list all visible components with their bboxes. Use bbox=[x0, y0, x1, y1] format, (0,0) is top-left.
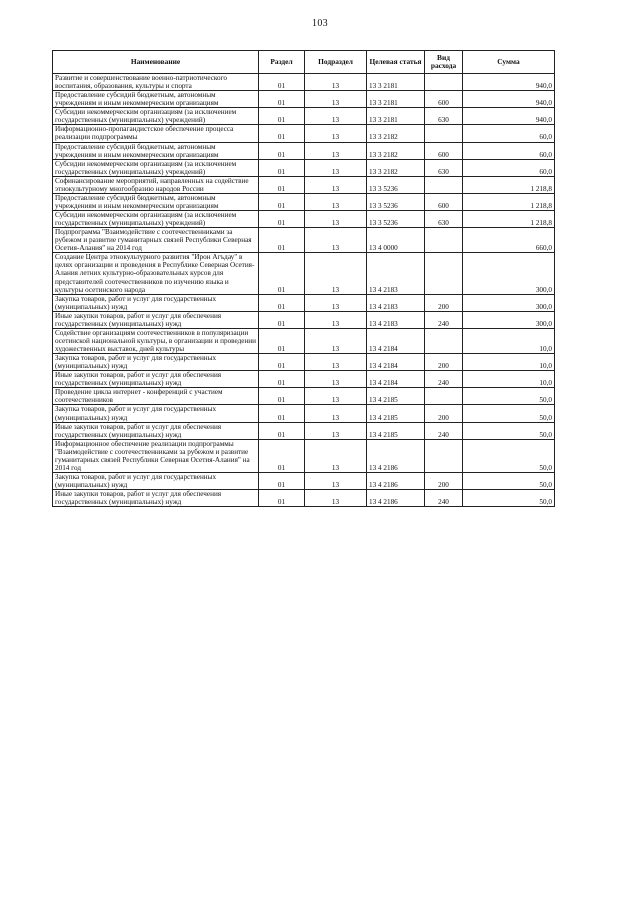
name-cell: Софинансирование мероприятий, направленных на содействие этнокультурному многообразию народов России bbox=[53, 176, 259, 193]
name-cell: Закупка товаров, работ и услуг для государственных (муниципальных) нужд bbox=[53, 472, 259, 489]
vid-cell: 200 bbox=[425, 354, 463, 371]
vid-cell: 630 bbox=[425, 108, 463, 125]
name-cell: Проведение цикла интернет - конференций с участием соотечественников bbox=[53, 388, 259, 405]
name-cell: Предоставление субсидий бюджетным, автономным учреждениям и иным некоммерческим организациям bbox=[53, 142, 259, 159]
name-cell: Субсидии некоммерческим организациям (за исключением государственных (муниципальных) учреждений) bbox=[53, 108, 259, 125]
vid-cell bbox=[425, 439, 463, 472]
razdel-cell: 01 bbox=[259, 371, 305, 388]
razdel-cell: 01 bbox=[259, 74, 305, 91]
razdel-cell: 01 bbox=[259, 125, 305, 142]
name-cell: Иные закупки товаров, работ и услуг для обеспечения государственных (муниципальных) нужд bbox=[53, 311, 259, 328]
summa-cell: 1 218,8 bbox=[463, 193, 555, 210]
name-cell: Предоставление субсидий бюджетным, автономным учреждениям и иным некоммерческим организациям bbox=[53, 91, 259, 108]
statya-cell: 13 4 2183 bbox=[367, 311, 425, 328]
name-cell: Подпрограмма "Взаимодействие с соотечественниками за рубежом и развитие гуманитарных связей Республики Северная Осетия-Алания" на 2014 год bbox=[53, 228, 259, 253]
statya-cell: 13 3 5236 bbox=[367, 211, 425, 228]
vid-cell: 600 bbox=[425, 91, 463, 108]
summa-cell: 60,0 bbox=[463, 159, 555, 176]
name-cell: Информационное обеспечение реализации подпрограммы "Взаимодействие с соотечественниками за рубежом и развитие гуманитарных связей Республики Северная Осетия-Алания" на 2014 год bbox=[53, 439, 259, 472]
name-cell: Развитие и совершенствование военно-патриотического воспитания, образования, культуры и спорта bbox=[53, 74, 259, 91]
statya-cell: 13 3 2182 bbox=[367, 125, 425, 142]
table-row bbox=[53, 142, 555, 159]
razdel-cell: 01 bbox=[259, 328, 305, 353]
table-row bbox=[53, 108, 555, 125]
vid-cell: 200 bbox=[425, 472, 463, 489]
summa-cell: 1 218,8 bbox=[463, 176, 555, 193]
table-row bbox=[53, 328, 555, 353]
razdel-cell: 01 bbox=[259, 228, 305, 253]
razdel-cell: 01 bbox=[259, 354, 305, 371]
table-row bbox=[53, 472, 555, 489]
razdel-cell: 01 bbox=[259, 311, 305, 328]
table-header bbox=[53, 51, 555, 74]
statya-cell: 13 4 2186 bbox=[367, 439, 425, 472]
statya-cell: 13 3 2182 bbox=[367, 159, 425, 176]
summa-cell: 940,0 bbox=[463, 108, 555, 125]
vid-cell: 240 bbox=[425, 311, 463, 328]
podrazdel-cell: 13 bbox=[305, 253, 367, 294]
vid-cell: 630 bbox=[425, 159, 463, 176]
razdel-cell: 01 bbox=[259, 253, 305, 294]
table-row bbox=[53, 388, 555, 405]
podrazdel-cell: 13 bbox=[305, 228, 367, 253]
header-podrazdel: Подраздел bbox=[305, 51, 367, 74]
podrazdel-cell: 13 bbox=[305, 388, 367, 405]
statya-cell: 13 4 2184 bbox=[367, 371, 425, 388]
name-cell: Субсидии некоммерческим организациям (за исключением государственных (муниципальных) учреждений) bbox=[53, 159, 259, 176]
vid-cell: 600 bbox=[425, 142, 463, 159]
podrazdel-cell: 13 bbox=[305, 490, 367, 507]
razdel-cell: 01 bbox=[259, 108, 305, 125]
statya-cell: 13 4 0000 bbox=[367, 228, 425, 253]
name-cell: Иные закупки товаров, работ и услуг для обеспечения государственных (муниципальных) нужд bbox=[53, 371, 259, 388]
vid-cell bbox=[425, 125, 463, 142]
summa-cell: 50,0 bbox=[463, 439, 555, 472]
page-number: 103 bbox=[312, 18, 328, 29]
statya-cell: 13 4 2183 bbox=[367, 253, 425, 294]
podrazdel-cell: 13 bbox=[305, 108, 367, 125]
razdel-cell: 01 bbox=[259, 490, 305, 507]
razdel-cell: 01 bbox=[259, 159, 305, 176]
podrazdel-cell: 13 bbox=[305, 142, 367, 159]
statya-cell: 13 3 2181 bbox=[367, 74, 425, 91]
statya-cell: 13 4 2184 bbox=[367, 354, 425, 371]
statya-cell: 13 3 2182 bbox=[367, 142, 425, 159]
table-row bbox=[53, 125, 555, 142]
name-cell: Иные закупки товаров, работ и услуг для обеспечения государственных (муниципальных) нужд bbox=[53, 490, 259, 507]
razdel-cell: 01 bbox=[259, 91, 305, 108]
header-razdel: Раздел bbox=[259, 51, 305, 74]
table-row bbox=[53, 74, 555, 91]
statya-cell: 13 3 2181 bbox=[367, 108, 425, 125]
table-row bbox=[53, 490, 555, 507]
summa-cell: 50,0 bbox=[463, 405, 555, 422]
table-row bbox=[53, 354, 555, 371]
summa-cell: 10,0 bbox=[463, 328, 555, 353]
table-row bbox=[53, 91, 555, 108]
name-cell: Закупка товаров, работ и услуг для государственных (муниципальных) нужд bbox=[53, 294, 259, 311]
header-vid: Вид расхода bbox=[425, 51, 463, 74]
table-row bbox=[53, 405, 555, 422]
header-row bbox=[53, 51, 555, 74]
vid-cell: 600 bbox=[425, 193, 463, 210]
table-row bbox=[53, 211, 555, 228]
summa-cell: 50,0 bbox=[463, 490, 555, 507]
razdel-cell: 01 bbox=[259, 472, 305, 489]
summa-cell: 940,0 bbox=[463, 91, 555, 108]
podrazdel-cell: 13 bbox=[305, 472, 367, 489]
vid-cell bbox=[425, 328, 463, 353]
table-body bbox=[53, 74, 555, 507]
statya-cell: 13 3 5236 bbox=[367, 193, 425, 210]
podrazdel-cell: 13 bbox=[305, 176, 367, 193]
podrazdel-cell: 13 bbox=[305, 405, 367, 422]
summa-cell: 10,0 bbox=[463, 371, 555, 388]
podrazdel-cell: 13 bbox=[305, 294, 367, 311]
table-row bbox=[53, 422, 555, 439]
name-cell: Закупка товаров, работ и услуг для государственных (муниципальных) нужд bbox=[53, 405, 259, 422]
statya-cell: 13 4 2184 bbox=[367, 328, 425, 353]
table-row bbox=[53, 294, 555, 311]
razdel-cell: 01 bbox=[259, 211, 305, 228]
name-cell: Содействие организациям соотечественников в популяризации осетинской национальной культуры, в организации и проведении художественных выставок, дней культуры bbox=[53, 328, 259, 353]
podrazdel-cell: 13 bbox=[305, 311, 367, 328]
header-statya: Целевая статья bbox=[367, 51, 425, 74]
summa-cell: 50,0 bbox=[463, 422, 555, 439]
podrazdel-cell: 13 bbox=[305, 354, 367, 371]
name-cell: Субсидии некоммерческим организациям (за исключением государственных (муниципальных) учреждений) bbox=[53, 211, 259, 228]
table-row bbox=[53, 193, 555, 210]
name-cell: Создание Центра этнокультурного развития "Ирон Агъдау" в целях организации и проведения в Республике Северная Осетия-Алания летних культурно-образовательных курсов для представителей соотечественников по изучению языка и культуры осетинского народа bbox=[53, 253, 259, 294]
vid-cell: 240 bbox=[425, 371, 463, 388]
vid-cell bbox=[425, 176, 463, 193]
vid-cell: 200 bbox=[425, 294, 463, 311]
summa-cell: 60,0 bbox=[463, 142, 555, 159]
statya-cell: 13 4 2186 bbox=[367, 472, 425, 489]
statya-cell: 13 4 2185 bbox=[367, 388, 425, 405]
podrazdel-cell: 13 bbox=[305, 328, 367, 353]
statya-cell: 13 4 2183 bbox=[367, 294, 425, 311]
summa-cell: 50,0 bbox=[463, 472, 555, 489]
summa-cell: 940,0 bbox=[463, 74, 555, 91]
podrazdel-cell: 13 bbox=[305, 422, 367, 439]
razdel-cell: 01 bbox=[259, 294, 305, 311]
vid-cell: 240 bbox=[425, 422, 463, 439]
razdel-cell: 01 bbox=[259, 405, 305, 422]
budget-table bbox=[52, 50, 555, 507]
name-cell: Предоставление субсидий бюджетным, автономным учреждениям и иным некоммерческим организациям bbox=[53, 193, 259, 210]
statya-cell: 13 4 2185 bbox=[367, 405, 425, 422]
podrazdel-cell: 13 bbox=[305, 159, 367, 176]
razdel-cell: 01 bbox=[259, 422, 305, 439]
statya-cell: 13 4 2185 bbox=[367, 422, 425, 439]
table-row bbox=[53, 228, 555, 253]
table-row bbox=[53, 176, 555, 193]
name-cell: Закупка товаров, работ и услуг для государственных (муниципальных) нужд bbox=[53, 354, 259, 371]
vid-cell bbox=[425, 74, 463, 91]
podrazdel-cell: 13 bbox=[305, 193, 367, 210]
summa-cell: 1 218,8 bbox=[463, 211, 555, 228]
statya-cell: 13 3 5236 bbox=[367, 176, 425, 193]
table-row bbox=[53, 311, 555, 328]
summa-cell: 300,0 bbox=[463, 253, 555, 294]
vid-cell: 240 bbox=[425, 490, 463, 507]
header-summa: Сумма bbox=[463, 51, 555, 74]
table-row bbox=[53, 253, 555, 294]
name-cell: Иные закупки товаров, работ и услуг для обеспечения государственных (муниципальных) нужд bbox=[53, 422, 259, 439]
statya-cell: 13 4 2186 bbox=[367, 490, 425, 507]
summa-cell: 50,0 bbox=[463, 388, 555, 405]
summa-cell: 660,0 bbox=[463, 228, 555, 253]
table-row bbox=[53, 159, 555, 176]
podrazdel-cell: 13 bbox=[305, 439, 367, 472]
summa-cell: 10,0 bbox=[463, 354, 555, 371]
podrazdel-cell: 13 bbox=[305, 371, 367, 388]
vid-cell: 630 bbox=[425, 211, 463, 228]
summa-cell: 300,0 bbox=[463, 294, 555, 311]
name-cell: Информационно-пропагандистское обеспечение процесса реализации подпрограммы bbox=[53, 125, 259, 142]
razdel-cell: 01 bbox=[259, 388, 305, 405]
table-row bbox=[53, 371, 555, 388]
vid-cell: 200 bbox=[425, 405, 463, 422]
vid-cell bbox=[425, 228, 463, 253]
podrazdel-cell: 13 bbox=[305, 74, 367, 91]
razdel-cell: 01 bbox=[259, 193, 305, 210]
table-row bbox=[53, 439, 555, 472]
vid-cell bbox=[425, 388, 463, 405]
razdel-cell: 01 bbox=[259, 439, 305, 472]
summa-cell: 300,0 bbox=[463, 311, 555, 328]
podrazdel-cell: 13 bbox=[305, 91, 367, 108]
header-name: Наименование bbox=[53, 51, 259, 74]
podrazdel-cell: 13 bbox=[305, 125, 367, 142]
podrazdel-cell: 13 bbox=[305, 211, 367, 228]
razdel-cell: 01 bbox=[259, 142, 305, 159]
statya-cell: 13 3 2181 bbox=[367, 91, 425, 108]
vid-cell bbox=[425, 253, 463, 294]
razdel-cell: 01 bbox=[259, 176, 305, 193]
summa-cell: 60,0 bbox=[463, 125, 555, 142]
